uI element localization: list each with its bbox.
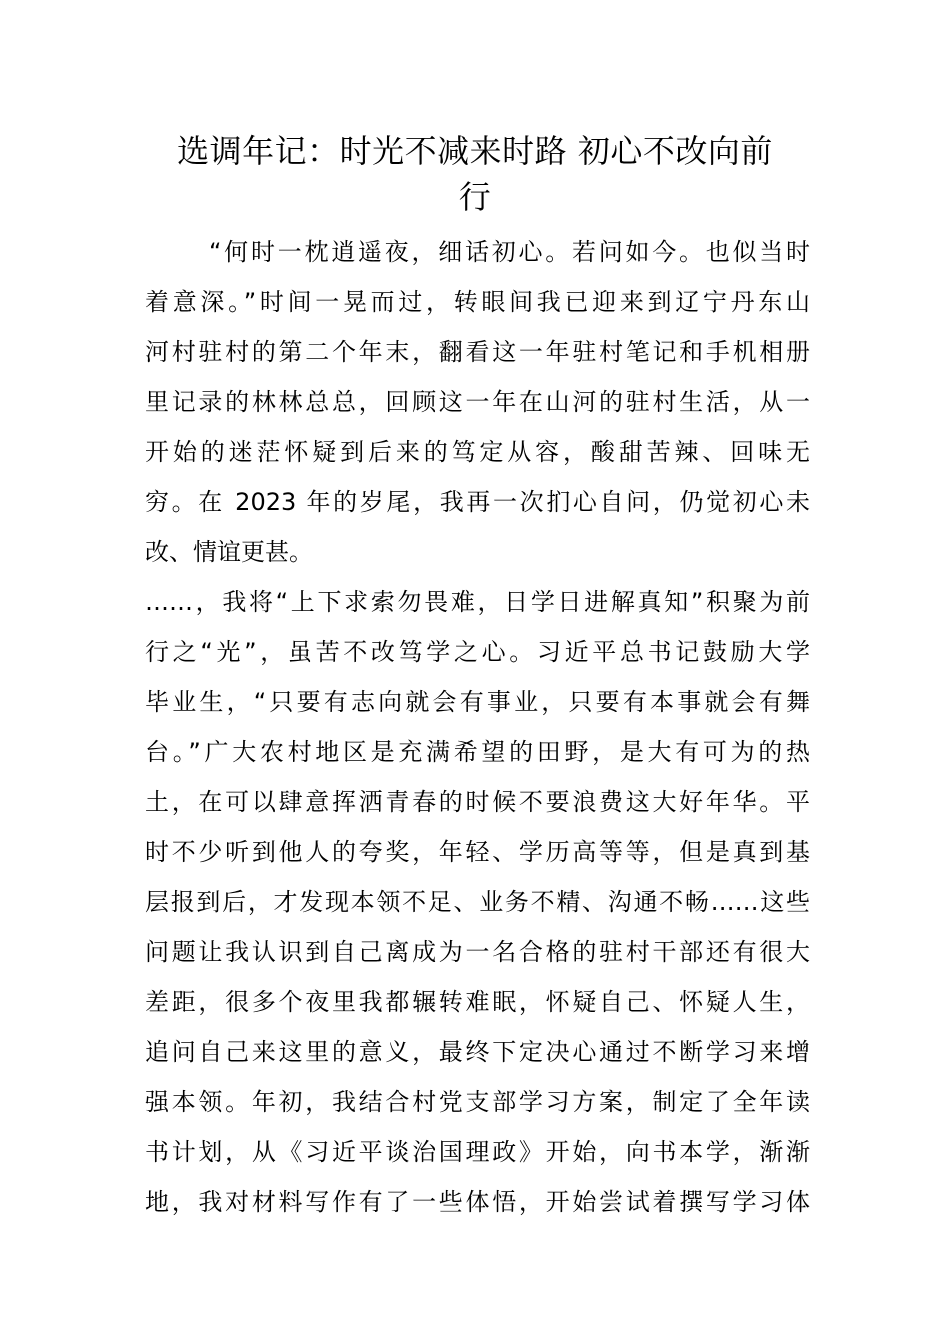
text-line: 土，在可以肆意挥洒青春的时候不要浪费这大好年华。平	[145, 788, 810, 816]
text-line: 着意深。”时间一晃而过，转眼间我已迎来到辽宁丹东山	[145, 288, 810, 316]
text-line: 追问自己来这里的意义，最终下定决心通过不断学习来增	[145, 1038, 810, 1066]
title-line: 行	[458, 178, 492, 216]
text-line: 台。”广大农村地区是充满希望的田野，是大有可为的热	[145, 738, 810, 766]
text-line: 强本领。年初，我结合村党支部学习方案，制定了全年读	[145, 1088, 810, 1116]
text-line: 改、情谊更甚。	[145, 538, 313, 566]
text-line: 毕业生，“只要有志向就会有事业，只要有本事就会有舞	[145, 688, 810, 716]
text-line: 行之“光”，虽苦不改笃学之心。习近平总书记鼓励大学	[145, 638, 810, 666]
paragraph-2	[145, 577, 810, 1227]
text-line: 问题让我认识到自己离成为一名合格的驻村干部还有很大	[145, 938, 810, 966]
text-line: “何时一枕逍遥夜，细话初心。若问如今。也似当时	[209, 238, 810, 266]
text-line: 差距，很多个夜里我都辗转难眠，怀疑自己、怀疑人生，	[145, 988, 810, 1016]
text-line: 开始的迷茫怀疑到后来的笃定从容，酸甜苦辣、回味无	[145, 438, 810, 466]
title-line: 选调年记：时光不减来时路 初心不改向前	[177, 132, 773, 170]
text-line: 书计划，从《习近平谈治国理政》开始，向书本学，渐渐	[145, 1138, 810, 1166]
document-title	[140, 128, 810, 220]
text-line: ……，我将“上下求索勿畏难，日学日进解真知”积聚为前	[145, 588, 810, 616]
text-line: 穷。在 2023 年的岁尾，我再一次扪心自问，仍觉初心未	[145, 488, 810, 516]
text-line: 地，我对材料写作有了一些体悟，开始尝试着撰写学习体	[145, 1188, 810, 1216]
text-line: 时不少听到他人的夸奖，年轻、学历高等等，但是真到基	[145, 838, 810, 866]
text-line: 里记录的林林总总，回顾这一年在山河的驻村生活，从一	[145, 388, 810, 416]
text-line: 河村驻村的第二个年末，翻看这一年驻村笔记和手机相册	[145, 338, 810, 366]
paragraph-1	[145, 227, 810, 577]
text-line: 层报到后，才发现本领不足、业务不精、沟通不畅……这些	[145, 888, 810, 916]
document-body	[145, 227, 810, 1227]
